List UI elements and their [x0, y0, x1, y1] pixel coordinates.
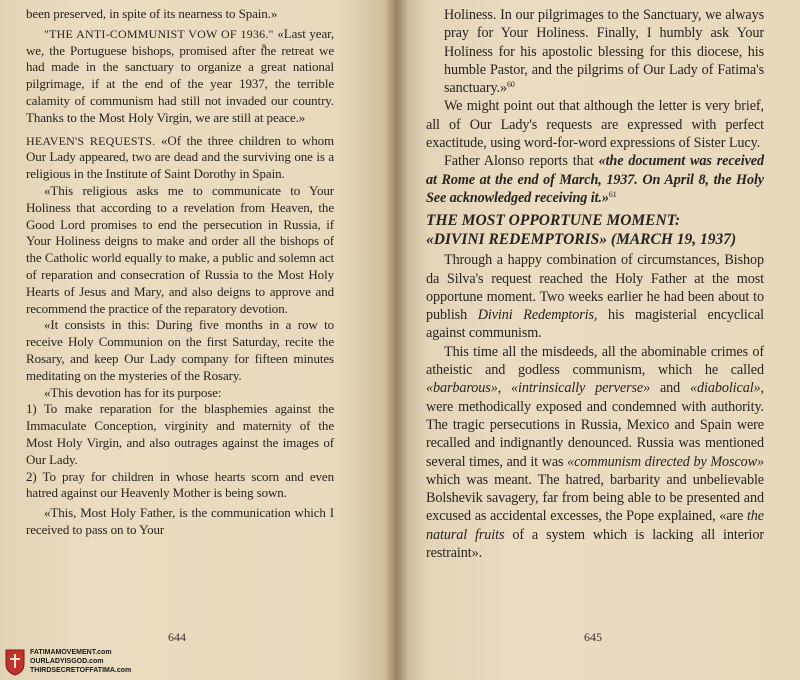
italic-quote: «diabolical»: [690, 380, 761, 397]
italic-quote: the natural fruits: [426, 508, 764, 543]
quoted-paragraph: [426, 6, 764, 97]
watermark-line: THIRDSECRETOFFATIMA.com: [30, 667, 132, 674]
paragraph-text: of a system which is lacking all interior restraint».: [426, 526, 764, 562]
emphasized-quote: «the document was received at Rome at the end of March, 1937. On April 8, the Holy See acknowledged receiving it.»: [426, 153, 764, 206]
footnote-ref: 60: [506, 80, 515, 90]
paragraph-text: , were methodically exposed and condemned with authority. The tragic persecutions in Russia, Mexico and Spain were recalled and indignantly denounced. Russia was mentioned several times, and it was: [426, 380, 764, 470]
paragraph: «This, Most Holy Father, is the communication which I received to pass on to Your: [26, 505, 334, 537]
run-in-heading: "THE ANTI-COMMUNIST VOW OF 1936.": [44, 26, 274, 41]
paragraph-text: and: [650, 380, 691, 397]
paragraph-text: Through a happy combination of circumstances, Bishop da Silva's request reached the Holy Father at the most opportune moment. Two weeks earlier he had been about to publish: [426, 252, 764, 324]
list-item: 2) To pray for children in whose hearts scorn and even hatred against our Heavenly Mother is being sown.: [26, 468, 334, 501]
watermark: [30, 648, 131, 675]
left-text-column: [26, 6, 334, 539]
fatima-movement-logo-icon: [4, 648, 26, 676]
page-number: 644: [168, 630, 186, 644]
section-heading: [426, 211, 764, 249]
footnote-ref: 61: [608, 189, 617, 199]
paragraph: «It consists in this: During five months in a row to receive Holy Communion on the first Saturday, recite the Rosary, and keep Our Lady company for fifteen minutes meditating on the mysteries of the Rosary.: [26, 317, 334, 383]
paragraph: We might point out that although the letter is very brief, all of Our Lady's requests are expressed with perfect exactitude, using word-for-word expressions of Sister Lucy.: [426, 98, 764, 152]
list-item: 1) To make reparation for the blasphemies against the Immaculate Conception, virginity and maternity of the Most Holy Virgin, and also outrages against the images of Our Lady.: [26, 401, 334, 467]
paragraph-text: his magisterial encyclical against communism.: [426, 307, 765, 342]
right-text-column: [426, 6, 764, 562]
paragraph-text: Holiness. In our pilgrimages to the Sanctuary, we always pray for Your Holiness. Finally, I humbly ask Your Holiness for his apostolic blessing for this diocese, his humble Pastor, and the pilgrims of Our Lady of Fatima's sanctuary.»: [444, 7, 764, 97]
paragraph-text: ,: [497, 380, 511, 397]
paragraph-text: This time all the misdeeds, all the abominable crimes of atheistic and godless communism, which he called: [426, 343, 764, 379]
heading-line: «DIVINI REDEMPTORIS» (MARCH 19, 1937): [426, 231, 737, 249]
paragraph-text: Father Alonso reports that: [444, 153, 599, 170]
italic-quote: «intrinsically perverse»: [510, 380, 651, 397]
paragraph: «This devotion has for its purpose:: [44, 384, 222, 400]
paragraph: «This religious asks me to communicate to Your Holiness that according to a revelation from Heaven, the Good Lord promises to end the persecution in Russia, if Your Holiness deigns to make and order all the bishops of the Catholic world equally to make, a public and solemn act of reparation and consecration of Russia to the Most Holy Hearts of Jesus and Mary, and also deigns to approve and recommend the practice of the reparatory devotion.: [26, 182, 334, 316]
italic-quote: «barbarous»: [426, 380, 498, 397]
italic-title: Divini Redemptoris,: [477, 307, 598, 324]
paragraph: [426, 152, 764, 207]
paragraph: [26, 26, 334, 127]
paragraph-text: «Of the three children to whom Our Lady appeared, two are dead and the surviving one is a religious in the Institute of Saint Dorothy in Spain.: [26, 132, 335, 182]
page-number: 645: [584, 630, 602, 644]
run-in-heading: HEAVEN'S REQUESTS.: [26, 133, 156, 148]
italic-quote: «communism directed by Moscow»: [567, 453, 764, 470]
paragraph-text: which was meant. The hatred, barbarity and unbelievable Bolshevik savagery, far from being able to be presented and excused as accidental excesses, the Pope explained, «are: [426, 471, 764, 525]
paragraph: [426, 343, 764, 563]
paragraph: [426, 251, 764, 342]
paragraph: [26, 133, 334, 183]
paragraph: been preserved, in spite of its nearness to Spain.»: [26, 6, 278, 21]
left-page: [0, 0, 396, 680]
watermark-line: FATIMAMOVEMENT.com: [30, 649, 112, 656]
heading-line: THE MOST OPPORTUNE MOMENT:: [426, 212, 681, 230]
paragraph-text: «Last year, we, the Portuguese bishops, promised after the retreat we had made in the sanctuary to organize a great national pilgrimage, if at the end of the year 1937, the terrible calamity of communism had still not invaded our country. Thanks to the Most Holy Virgin, we are still at peace.»: [26, 25, 335, 125]
watermark-line: OURLADYISGOD.com: [30, 658, 104, 665]
right-page: [396, 0, 800, 680]
book-gutter: [384, 0, 408, 680]
